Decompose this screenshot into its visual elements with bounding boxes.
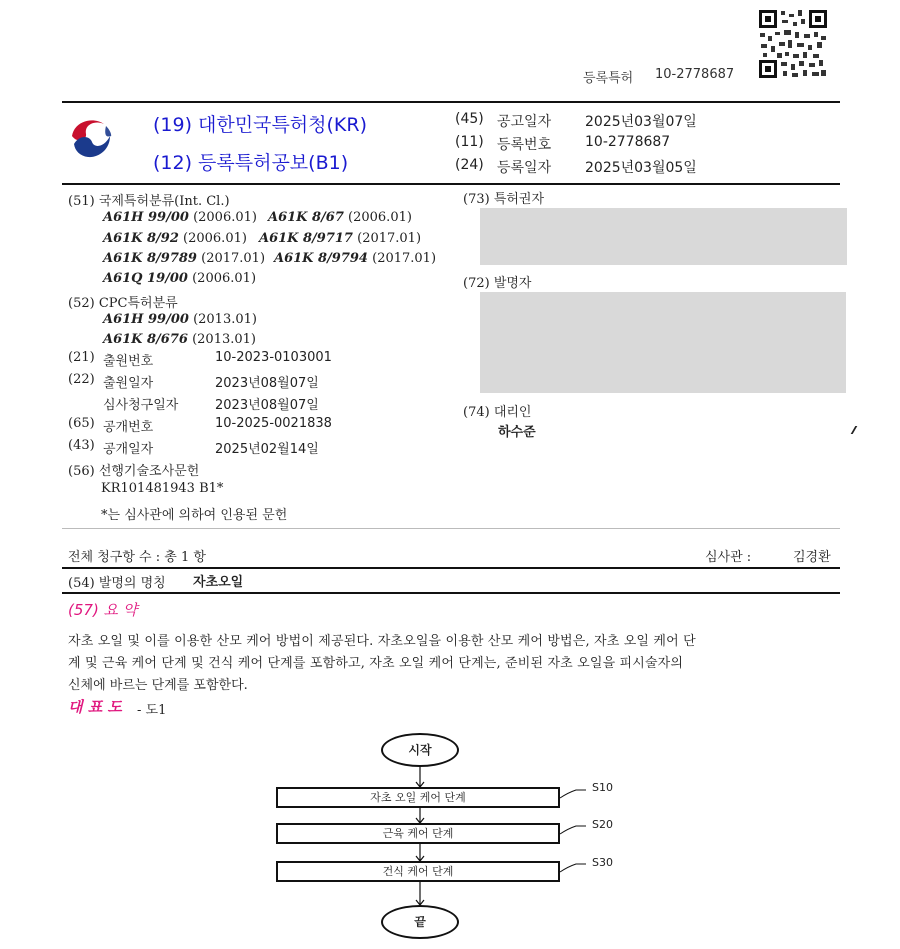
cpc-code: A61K 8/676 (2013.01) [103, 332, 256, 347]
qr-code-graphic [757, 8, 829, 80]
abstract-line: 자초 오일 및 이를 이용한 산모 케어 방법이 제공된다. 자초오일을 이용한 산모 케어 방법은, 자초 오일 케어 단 [68, 634, 696, 649]
field-value: 2025년02월14일 [215, 442, 319, 457]
flow-step-ref: S10 [592, 781, 613, 794]
ipc-heading: (51) 국제특허분류(Int. Cl.) [68, 194, 230, 209]
title-top-rule [62, 567, 840, 569]
pub-info-code: (24) [455, 157, 484, 173]
flow-start: 시작 [381, 733, 459, 767]
claims-top-rule [62, 528, 840, 529]
agent-label: (74) 대리인 [463, 405, 532, 420]
abstract-heading: (57) 요 약 [68, 601, 138, 619]
field-code: (43) [68, 438, 95, 453]
prior-art-heading: (56) 선행기술조사문헌 [68, 464, 200, 479]
taegeuk-logo-icon [68, 114, 114, 160]
abstract-line: 계 및 근육 케어 단계 및 건식 케어 단계를 포함하고, 자초 오일 케어 단계는, 준비된 자초 오일을 피시술자의 [68, 656, 684, 671]
examiner-name: 김경환 [793, 550, 831, 565]
top-rule [62, 101, 840, 103]
field-value: 10-2025-0021838 [215, 416, 332, 431]
ipc-code: A61K 8/9794 (2017.01) [274, 251, 437, 266]
pub-info-code: (11) [455, 134, 484, 150]
field-value: 2023년08월07일 [215, 376, 319, 391]
office-heading: (19) 대한민국특허청(KR) [153, 114, 368, 136]
stray-mark [851, 426, 864, 434]
prior-art-item: KR101481943 B1* [101, 481, 224, 496]
flow-end: 끝 [381, 905, 459, 939]
ipc-code: A61K 8/92 (2006.01) [103, 231, 247, 246]
abstract-line: 신체에 바르는 단계를 포함한다. [68, 678, 248, 693]
flowchart [270, 732, 630, 944]
field-label: 심사청구일자 [103, 398, 179, 413]
patentee-redacted [480, 208, 847, 265]
pub-info-label: 공고일자 [497, 114, 552, 130]
ipc-code: A61H 99/00 (2006.01) [103, 210, 257, 225]
inventor-redacted [480, 292, 846, 393]
pub-info-label: 등록일자 [497, 160, 552, 176]
flow-step-ref: S20 [592, 818, 613, 831]
header-rule [62, 183, 840, 185]
field-code: (65) [68, 416, 95, 431]
pub-info-code: (45) [455, 111, 484, 127]
ipc-code: A61K 8/67 (2006.01) [268, 210, 412, 225]
kipo-logo [68, 114, 114, 160]
invention-title: 자초오일 [193, 575, 244, 590]
inventor-label: (72) 발명자 [463, 276, 532, 291]
rep-fig-label: 대 표 도 [68, 698, 122, 716]
field-value: 10-2023-0103001 [215, 350, 332, 365]
qr-code [757, 8, 829, 80]
pub-info-label: 등록번호 [497, 137, 552, 153]
field-label: 공개번호 [103, 420, 154, 435]
pub-type-heading: (12) 등록특허공보(B1) [153, 152, 349, 174]
cpc-heading: (52) CPC특허분류 [68, 296, 178, 311]
prior-art-note: *는 심사관에 의하여 인용된 문헌 [101, 508, 288, 523]
pub-info-value: 2025년03월07일 [585, 114, 697, 130]
flow-step-box: 자초 오일 케어 단계 [276, 787, 560, 808]
header-reg-number: 10-2778687 [655, 67, 735, 82]
header-reg-label: 등록특허 [583, 71, 634, 86]
rep-fig-value: - 도1 [137, 703, 167, 718]
cpc-code: A61H 99/00 (2013.01) [103, 312, 257, 327]
ipc-code: A61K 8/9717 (2017.01) [259, 231, 422, 246]
ipc-code: A61K 8/9789 (2017.01) [103, 251, 266, 266]
field-label: 공개일자 [103, 442, 154, 457]
pub-info-value: 10-2778687 [585, 134, 671, 150]
field-code: (21) [68, 350, 95, 365]
flow-step-box: 근육 케어 단계 [276, 823, 560, 844]
claims-total: 전체 청구항 수 : 총 1 항 [68, 550, 206, 565]
flow-step-ref: S30 [592, 856, 613, 869]
field-value: 2023년08월07일 [215, 398, 319, 413]
field-label: 출원번호 [103, 354, 154, 369]
title-bottom-rule [62, 592, 840, 594]
field-code: (22) [68, 372, 95, 387]
patentee-label: (73) 특허권자 [463, 192, 545, 207]
examiner-label: 심사관 : [705, 550, 752, 565]
flow-step-box: 건식 케어 단계 [276, 861, 560, 882]
title-label: (54) 발명의 명칭 [68, 576, 166, 591]
ipc-code: A61Q 19/00 (2006.01) [103, 271, 257, 286]
field-label: 출원일자 [103, 376, 154, 391]
pub-info-value: 2025년03월05일 [585, 160, 697, 176]
agent-name: 하수준 [498, 425, 536, 440]
